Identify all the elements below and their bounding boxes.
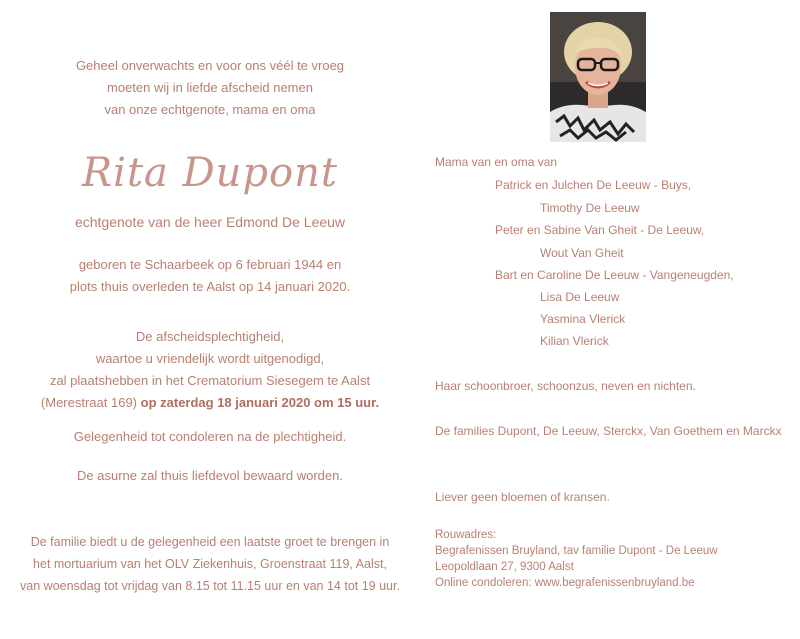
family-member: Wout Van Gheit bbox=[540, 246, 624, 260]
family-member: Patrick en Julchen De Leeuw - Buys, bbox=[495, 178, 692, 192]
family-member: Peter en Sabine Van Gheit - De Leeuw, bbox=[495, 223, 705, 237]
rouwadres-line: Begrafenissen Bruyland, tav familie Dupont - De Leeuw bbox=[435, 545, 718, 557]
family-member: Bart en Caroline De Leeuw - Vangeneugden, bbox=[495, 268, 734, 282]
visit-line: De familie biedt u de gelegenheid een laatste groet te brengen in bbox=[30, 535, 390, 549]
dates-line: geboren te Schaarbeek op 6 februari 1944 en bbox=[78, 257, 342, 272]
ashes-text: De asurne zal thuis liefdevol bewaard worden. bbox=[77, 468, 343, 483]
condolence-text: Gelegenheid tot condoleren na de plechtigheid. bbox=[73, 429, 347, 444]
visit-text bbox=[10, 531, 410, 597]
ceremony-line: De afscheidsplechtigheid, bbox=[135, 329, 285, 344]
ceremony-line: waartoe u vriendelijk wordt uitgenodigd, bbox=[95, 351, 325, 366]
visit-line: van woensdag tot vrijdag van 8.15 tot 11.15 uur en van 14 tot 19 uur. bbox=[20, 579, 400, 593]
intro-text bbox=[10, 55, 410, 121]
portrait-photo bbox=[550, 12, 646, 142]
family-heading: Mama van en oma van bbox=[435, 155, 558, 169]
ceremony-datetime: op zaterdag 18 januari 2020 om 15 uur. bbox=[140, 395, 380, 410]
rouwadres-line: Leopoldlaan 27, 9300 Aalst bbox=[435, 561, 574, 573]
deceased-name: Rita Dupont bbox=[82, 150, 338, 196]
ceremony-text bbox=[10, 326, 410, 414]
family-member: Yasmina Vlerick bbox=[540, 312, 626, 326]
rouwadres-label: Rouwadres: bbox=[435, 529, 497, 541]
family-member: Kilian Vlerick bbox=[540, 334, 609, 348]
dates-line: plots thuis overleden te Aalst op 14 januari 2020. bbox=[69, 279, 351, 294]
visit-line: het mortuarium van het OLV Ziekenhuis, Groenstraat 119, Aalst, bbox=[33, 557, 387, 571]
ceremony-when-line bbox=[10, 392, 410, 414]
ceremony-line: zal plaatshebben in het Crematorium Siesegem te Aalst bbox=[49, 373, 371, 388]
online-condolence-link[interactable]: Online condoleren: www.begrafenissenbruyland.be bbox=[435, 577, 695, 589]
spouse-text: echtgenote van de heer Edmond De Leeuw bbox=[74, 214, 346, 230]
family-member: Timothy De Leeuw bbox=[540, 201, 640, 215]
family-member: Lisa De Leeuw bbox=[540, 290, 620, 304]
in-laws-text: Haar schoonbroer, schoonzus, neven en nichten. bbox=[435, 379, 696, 393]
no-flowers-text: Liever geen bloemen of kransen. bbox=[435, 490, 610, 504]
dates-text bbox=[10, 254, 410, 298]
intro-line: moeten wij in liefde afscheid nemen bbox=[107, 80, 313, 95]
intro-line: van onze echtgenote, mama en oma bbox=[104, 102, 316, 117]
ceremony-address: (Merestraat 169) bbox=[40, 395, 138, 410]
families-text: De families Dupont, De Leeuw, Sterckx, Van Goethem en Marckx bbox=[435, 424, 782, 438]
intro-line: Geheel onverwachts en voor ons véél te vroeg bbox=[75, 58, 345, 73]
portrait-icon bbox=[550, 12, 646, 142]
